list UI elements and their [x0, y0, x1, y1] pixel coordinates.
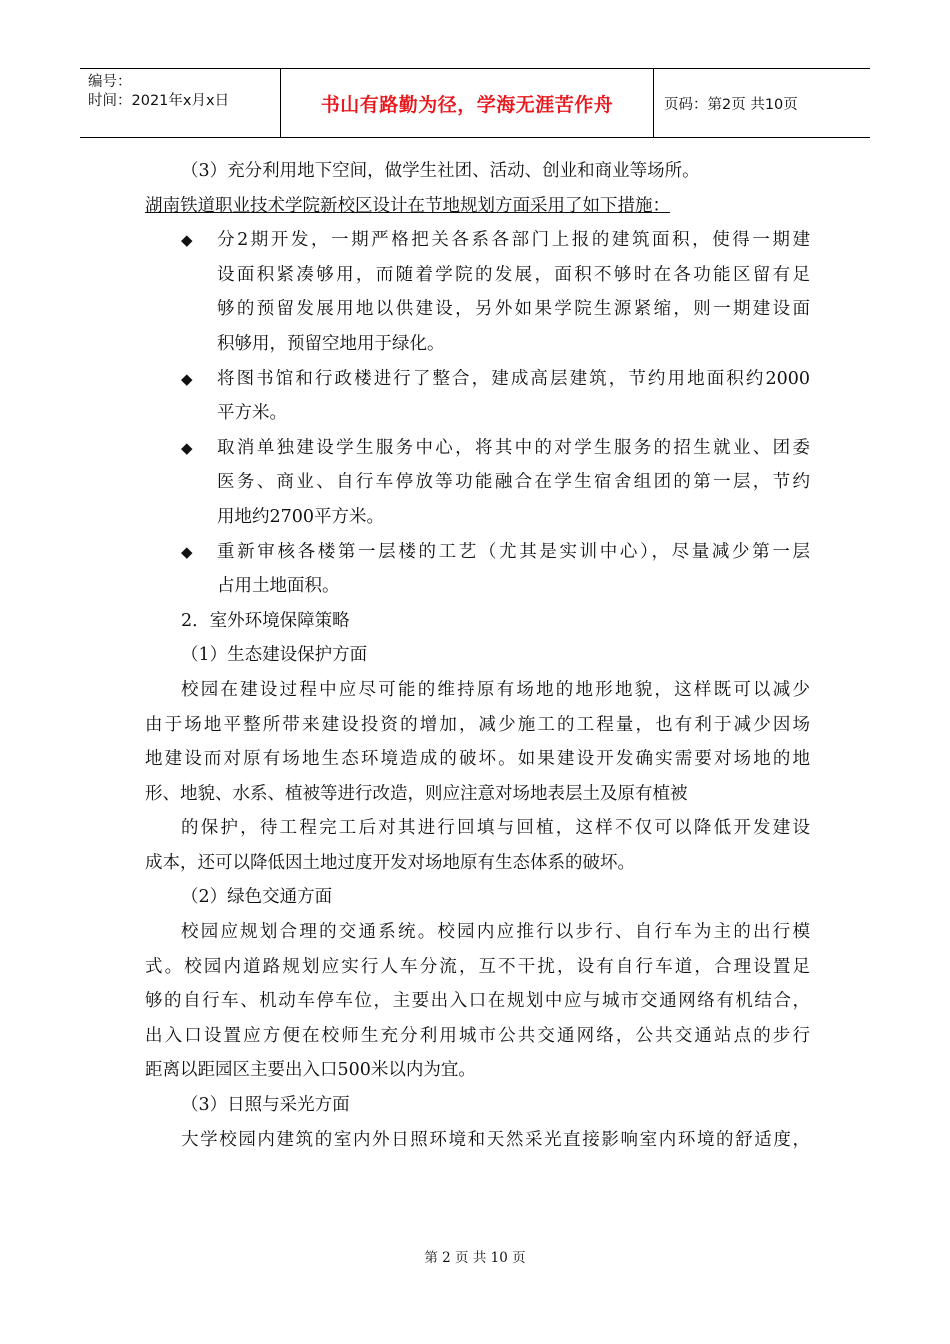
subheading-green-transport: （2）绿色交通方面: [181, 887, 333, 908]
bullet-1-line-4: 积够用，预留空地用于绿化。: [217, 333, 445, 354]
paragraph-measures-intro: [145, 189, 810, 224]
transport-line-5: 距离以距园区主要出入口500米以内为宜。: [145, 1060, 476, 1081]
bullet-2-line-2: 平方米。: [217, 403, 287, 424]
bullet-1-line-3: 够的预留发展用地以供建设，另外如果学院生源紧缩，则一期建设面: [217, 299, 810, 320]
bullet-item-1: [145, 223, 810, 361]
header-motto: 书山有路勤为径，学海无涯苦作舟: [281, 69, 654, 137]
bullet-3-line-1: 取消单独建设学生服务中心，将其中的对学生服务的招生就业、团委: [217, 437, 810, 458]
subheading-daylight: （3）日照与采光方面: [181, 1095, 350, 1116]
paragraph-restoration: [145, 811, 810, 880]
restoration-line-1: 的保护，待工程完工后对其进行回填与回植，这样不仅可以降低开发建设: [181, 818, 810, 839]
restoration-line-2: 成本，还可以降低因土地过度开发对场地原有生态体系的破坏。: [145, 852, 635, 873]
page-header: [80, 68, 870, 138]
document-body: [145, 154, 810, 1157]
paragraph-transport: [145, 915, 810, 1088]
header-page-label: 页码：第2页 共10页: [664, 96, 798, 113]
diamond-bullet-icon: ◆: [181, 438, 193, 457]
subheading-ecology: （1）生态建设保护方面: [181, 645, 368, 666]
header-meta: [80, 69, 281, 137]
transport-line-4: 出入口设置应方便在校师生充分利用城市公共交通网络，公共交通站点的步行: [145, 1025, 810, 1046]
bullet-1-line-1: 分2期开发，一期严格把关各系各部门上报的建筑面积，使得一期建: [217, 230, 810, 251]
bullet-3-line-3: 用地约2700平方米。: [217, 506, 385, 527]
ecology-line-4: 形、地貌、水系、植被等进行改造，则应注意对场地表层土及原有植被: [145, 783, 688, 804]
ecology-line-3: 地建设而对原有场地生态环境造成的破坏。如果建设开发确实需要对场地的地: [145, 749, 810, 770]
transport-line-3: 够的自行车、机动车停车位，主要出入口在规划中应与城市交通网络有机结合，: [145, 991, 810, 1012]
transport-line-2: 式。校园内道路规划应实行人车分流，互不干扰，设有自行车道，合理设置足: [145, 956, 810, 977]
diamond-bullet-icon: ◆: [181, 542, 193, 561]
bullet-2-line-1: 将图书馆和行政楼进行了整合，建成高层建筑，节约用地面积约2000: [217, 368, 810, 389]
bullet-4-line-2: 占用土地面积。: [217, 576, 340, 597]
bullet-item-4: [145, 535, 810, 604]
bullet-3-line-2: 医务、商业、自行车停放等功能融合在学生宿舍组团的第一层，节约: [217, 472, 810, 493]
header-number-label: 编号：: [88, 74, 132, 90]
bullet-item-3: [145, 431, 810, 535]
ecology-line-1: 校园在建设过程中应尽可能的维持原有场地的地形地貌，这样既可以减少: [181, 679, 810, 700]
header-date-label: 时间：2021年x月x日: [88, 93, 230, 109]
section-heading-outdoor: 2．室外环境保障策略: [181, 610, 350, 631]
paragraph-daylight: 大学校园内建筑的室内外日照环境和天然采光直接影响室内环境的舒适度，: [181, 1129, 810, 1150]
ecology-line-2: 由于场地平整所带来建设投资的增加，减少施工的工程量，也有利于减少因场: [145, 714, 810, 735]
paragraph-ecology: [145, 673, 810, 811]
page-footer: 第 2 页 共 10 页: [424, 1250, 526, 1266]
diamond-bullet-icon: ◆: [181, 369, 193, 388]
bullet-1-line-2: 设面积紧凑够用，而随着学院的发展，面积不够时在各功能区留有足: [217, 264, 810, 285]
bullet-4-line-1: 重新审核各楼第一层楼的工艺（尤其是实训中心），尽量减少第一层: [217, 541, 810, 562]
measures-intro-text: 湖南铁道职业技术学院新校区设计在节地规划方面采用了如下措施：: [145, 195, 670, 216]
bullet-item-2: [145, 362, 810, 431]
transport-line-1: 校园应规划合理的交通系统。校园内应推行以步行、自行车为主的出行模: [181, 922, 810, 943]
diamond-bullet-icon: ◆: [181, 231, 193, 250]
paragraph-underground-space: （3）充分利用地下空间，做学生社团、活动、创业和商业等场所。: [181, 161, 700, 181]
bullet-list: [145, 223, 810, 604]
